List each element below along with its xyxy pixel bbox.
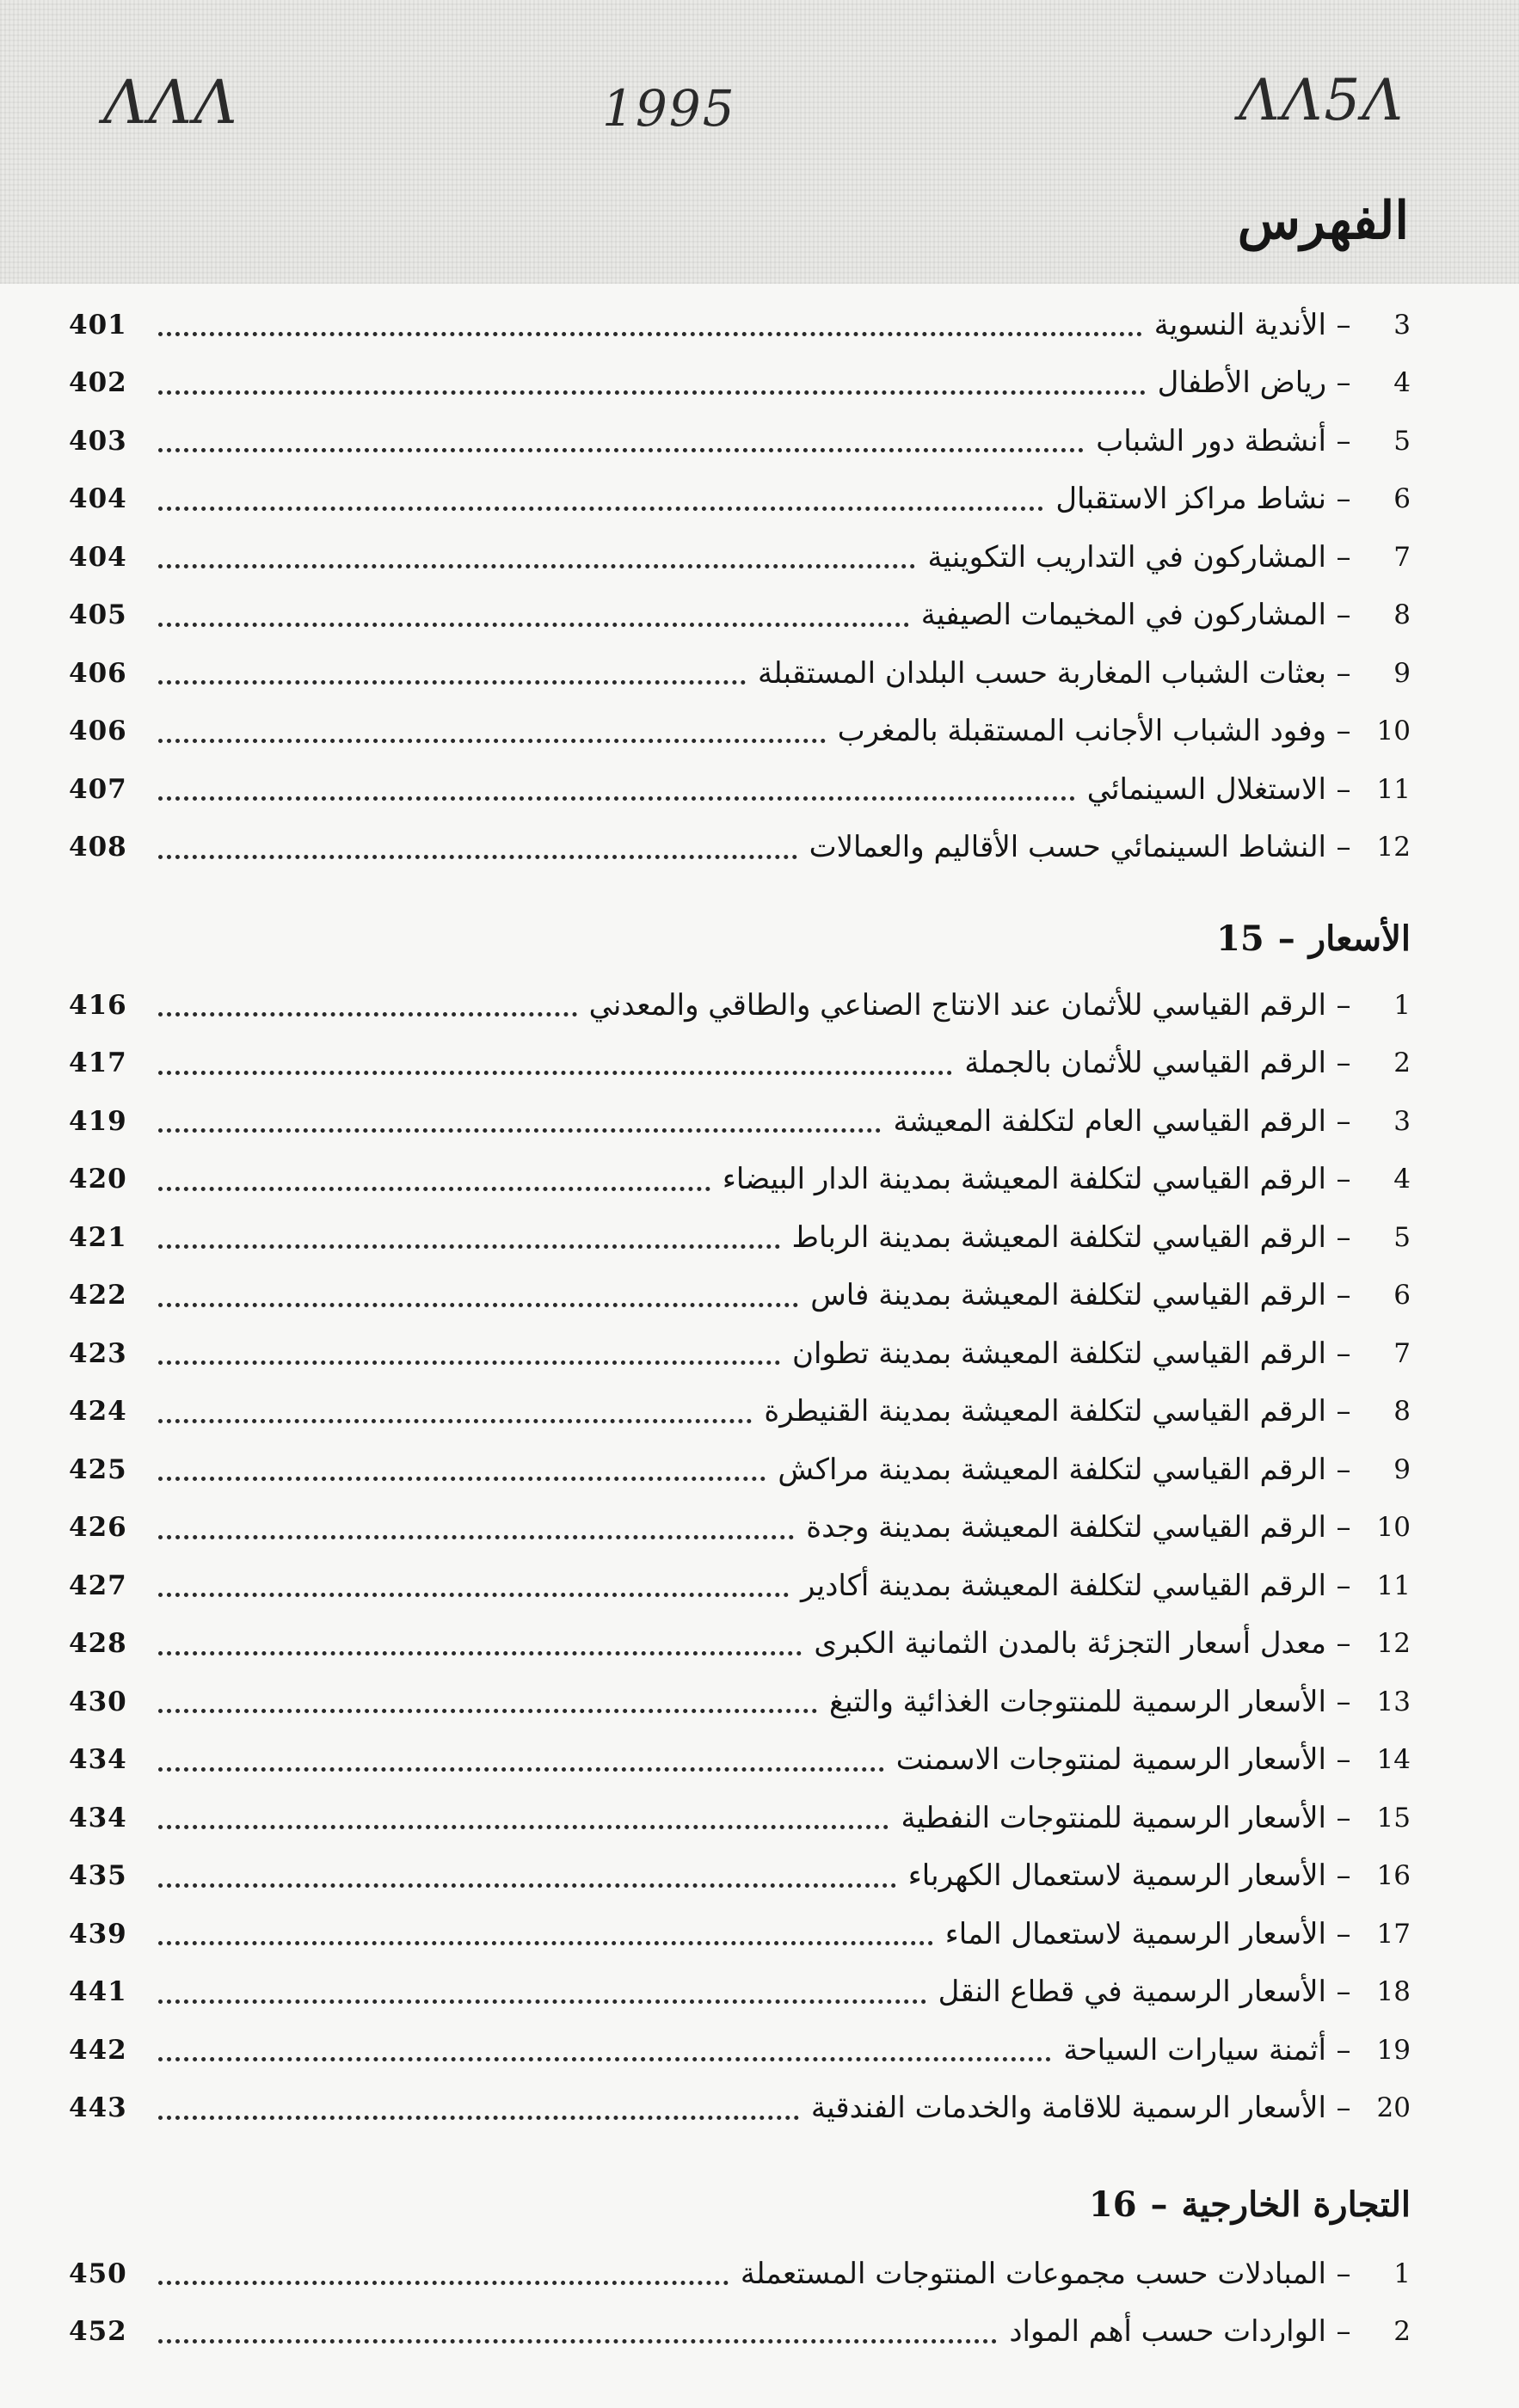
toc-entry-dash: – bbox=[1336, 987, 1351, 1023]
toc-entry-title: الرقم القياسي لتكلفة المعيشة بمدينة فاس bbox=[810, 1278, 1326, 1313]
handwritten-note-middle: 1995 bbox=[602, 79, 736, 138]
toc-entry-number: 10 bbox=[1376, 716, 1411, 747]
toc-entry-dash: – bbox=[1336, 655, 1351, 691]
toc-entry bbox=[69, 1963, 1411, 2022]
toc-entry-title: الرقم القياسي للأثمان بالجملة bbox=[964, 1046, 1326, 1081]
toc-entry bbox=[69, 1557, 1411, 1615]
toc-entry-dash: – bbox=[1336, 1975, 1351, 2010]
toc-entry-number: 12 bbox=[1376, 1628, 1411, 1660]
dot-leader bbox=[158, 1589, 789, 1597]
toc-entry-page: 416 bbox=[69, 989, 127, 1021]
section-title: التجارة الخارجية bbox=[1181, 2184, 1411, 2225]
dot-leader bbox=[158, 1648, 802, 1656]
toc-entry-title: المشاركون في المخيمات الصيفية bbox=[920, 598, 1326, 633]
section-dash: – bbox=[1277, 918, 1295, 959]
toc-entry-page: 430 bbox=[69, 1686, 127, 1717]
toc-entry-page: 420 bbox=[69, 1164, 127, 1195]
toc-entry-title: الرقم القياسي لتكلفة المعيشة بمدينة تطوان bbox=[792, 1336, 1326, 1371]
toc-entry-page: 402 bbox=[69, 367, 127, 399]
toc-entry-dash: – bbox=[1336, 2032, 1351, 2067]
toc-entry bbox=[69, 528, 1411, 587]
dot-leader bbox=[158, 1299, 798, 1307]
dot-leader bbox=[158, 1996, 926, 2004]
dot-leader bbox=[158, 2112, 799, 2120]
toc-entry-page: 434 bbox=[69, 1744, 127, 1776]
toc-entry-title: الأسعار الرسمية للمنتوجات الغذائية والتبغ bbox=[829, 1684, 1326, 1719]
toc-entry bbox=[69, 1035, 1411, 1093]
dot-leader bbox=[158, 735, 826, 743]
toc-entry-title: الرقم القياسي العام لتكلفة المعيشة bbox=[893, 1103, 1326, 1139]
toc-section-continued bbox=[69, 296, 1411, 876]
toc-entry-title: النشاط السينمائي حسب الأقاليم والعمالات bbox=[809, 830, 1326, 865]
toc-entry-title: الأسعار الرسمية لاستعمال الماء bbox=[944, 1916, 1326, 1951]
dot-leader bbox=[158, 1241, 780, 1249]
toc-entry-dash: – bbox=[1336, 539, 1351, 574]
toc-entry-page: 404 bbox=[69, 483, 127, 515]
dot-leader bbox=[158, 619, 909, 627]
toc-entry-page: 401 bbox=[69, 309, 127, 341]
toc-entry-page: 421 bbox=[69, 1221, 127, 1253]
toc-entry-title: الأسعار الرسمية لمنتوجات الاسمنت bbox=[895, 1742, 1326, 1778]
toc-entry-number: 20 bbox=[1376, 2092, 1411, 2124]
toc-entry-number: 5 bbox=[1393, 1221, 1411, 1253]
toc-entry-page: 439 bbox=[69, 1918, 127, 1950]
dot-leader bbox=[158, 851, 797, 859]
toc-entry-title: المبادلات حسب مجموعات المنتوجات المستعملة bbox=[740, 2256, 1326, 2291]
toc-entry-number: 11 bbox=[1376, 773, 1411, 805]
dot-leader bbox=[158, 1473, 766, 1481]
toc-entry-dash: – bbox=[1336, 830, 1351, 865]
toc-entry-page: 404 bbox=[69, 541, 127, 573]
toc-entry-dash: – bbox=[1336, 1684, 1351, 1719]
toc-entry-dash: – bbox=[1336, 2256, 1351, 2291]
toc-entry-dash: – bbox=[1336, 1394, 1351, 1429]
section-title: الأسعار bbox=[1308, 918, 1411, 959]
toc-entry-title: أنشطة دور الشباب bbox=[1096, 423, 1326, 458]
dot-leader bbox=[158, 1183, 710, 1191]
toc-entry-dash: – bbox=[1336, 1103, 1351, 1139]
toc-entry-dash: – bbox=[1336, 423, 1351, 458]
toc-entry-number: 18 bbox=[1376, 1976, 1411, 2008]
toc-entry-dash: – bbox=[1336, 1568, 1351, 1603]
toc-entry bbox=[69, 976, 1411, 1035]
toc-entry-dash: – bbox=[1336, 2314, 1351, 2350]
toc-entry-title: الأسعار الرسمية للمنتوجات النفطية bbox=[901, 1800, 1326, 1835]
toc-entry-dash: – bbox=[1336, 1278, 1351, 1313]
toc-entry-page: 408 bbox=[69, 832, 127, 863]
toc-entry-dash: – bbox=[1336, 366, 1351, 401]
dot-leader bbox=[158, 561, 915, 568]
toc-entry-dash: – bbox=[1336, 771, 1351, 807]
toc-entry-number: 1 bbox=[1393, 2258, 1411, 2289]
toc-entry-page: 407 bbox=[69, 773, 127, 805]
toc-entry-title: نشاط مراكز الاستقبال bbox=[1055, 482, 1326, 517]
toc-entry-number: 8 bbox=[1393, 599, 1411, 631]
toc-entry-dash: – bbox=[1336, 598, 1351, 633]
toc-entry bbox=[69, 412, 1411, 470]
toc-entry-title: بعثات الشباب المغاربة حسب البلدان المستقبلة bbox=[758, 655, 1326, 691]
toc-entry-page: 442 bbox=[69, 2034, 127, 2066]
toc-entry-title: الرقم القياسي لتكلفة المعيشة بمدينة أكادير bbox=[801, 1568, 1326, 1603]
dot-leader bbox=[158, 1705, 817, 1713]
toc-entry-number: 6 bbox=[1393, 483, 1411, 515]
section-number: 16 bbox=[1088, 2184, 1137, 2225]
toc-entry bbox=[69, 1267, 1411, 1325]
toc-entry-number: 4 bbox=[1393, 1164, 1411, 1195]
toc-entry-number: 12 bbox=[1376, 832, 1411, 863]
toc-entry-title: وفود الشباب الأجانب المستقبلة بالمغرب bbox=[837, 714, 1326, 749]
toc-entry-title: الرقم القياسي لتكلفة المعيشة بمدينة القنيطرة bbox=[764, 1394, 1326, 1429]
toc-entry-number: 8 bbox=[1393, 1396, 1411, 1428]
toc-entry-number: 3 bbox=[1393, 1105, 1411, 1137]
dot-leader bbox=[158, 1764, 884, 1772]
toc-entry bbox=[69, 1905, 1411, 1963]
toc-entry-title: أثمنة سيارات السياحة bbox=[1063, 2032, 1326, 2067]
toc-entry-title: الرقم القياسي لتكلفة المعيشة بمدينة وجدة bbox=[806, 1510, 1326, 1545]
dot-leader bbox=[158, 677, 746, 685]
toc-entry bbox=[69, 1324, 1411, 1383]
dot-leader bbox=[158, 445, 1084, 452]
toc-entry-page: 450 bbox=[69, 2258, 127, 2289]
dot-leader bbox=[158, 1009, 577, 1017]
toc-entry-page: 427 bbox=[69, 1570, 127, 1601]
toc-entry-dash: – bbox=[1336, 2091, 1351, 2126]
toc-entry-dash: – bbox=[1336, 1626, 1351, 1662]
toc-entry-dash: – bbox=[1336, 1046, 1351, 1081]
toc-entry-dash: – bbox=[1336, 482, 1351, 517]
toc-entry bbox=[69, 1731, 1411, 1790]
toc-entry-title: المشاركون في التداريب التكوينية bbox=[927, 539, 1326, 574]
handwritten-note-right: ΛΛ5Λ bbox=[1239, 67, 1405, 133]
toc-entry-title: الاستغلال السينمائي bbox=[1086, 771, 1326, 807]
toc-entry-number: 14 bbox=[1376, 1744, 1411, 1776]
toc-entry bbox=[69, 1208, 1411, 1267]
toc-entry-dash: – bbox=[1336, 1800, 1351, 1835]
toc-entry bbox=[69, 1499, 1411, 1557]
handwritten-note-left: ɅΛΛ bbox=[103, 67, 239, 138]
dot-leader bbox=[158, 1067, 952, 1075]
toc-entry-title: الأسعار الرسمية في قطاع النقل bbox=[938, 1975, 1326, 2010]
dot-leader bbox=[158, 1357, 780, 1365]
toc-entry-number: 2 bbox=[1393, 2316, 1411, 2348]
toc-entry-page: 424 bbox=[69, 1396, 127, 1428]
section-number: 15 bbox=[1216, 918, 1264, 959]
toc-entry-page: 428 bbox=[69, 1628, 127, 1660]
toc-entry bbox=[69, 1847, 1411, 1906]
section-heading-foreign-trade bbox=[1089, 2184, 1411, 2225]
toc-entry-page: 435 bbox=[69, 1860, 127, 1892]
toc-entry-page: 425 bbox=[69, 1453, 127, 1485]
toc-entry bbox=[69, 760, 1411, 819]
toc-entry-title: الرقم القياسي لتكلفة المعيشة بمدينة مراكش bbox=[778, 1452, 1326, 1487]
toc-entry-dash: – bbox=[1336, 1858, 1351, 1894]
toc-entry-title: معدل أسعار التجزئة بالمدن الثمانية الكبرى bbox=[814, 1626, 1326, 1662]
dot-leader bbox=[158, 1125, 881, 1133]
toc-entry-number: 6 bbox=[1393, 1280, 1411, 1312]
dot-leader bbox=[158, 1880, 896, 1888]
toc-entry bbox=[69, 1151, 1411, 1209]
section-heading-prices bbox=[1216, 918, 1411, 959]
toc-entry-dash: – bbox=[1336, 1916, 1351, 1951]
toc-entry-dash: – bbox=[1336, 1452, 1351, 1487]
toc-entry-dash: – bbox=[1336, 1510, 1351, 1545]
toc-entry-number: 7 bbox=[1393, 1337, 1411, 1369]
toc-section-foreign-trade bbox=[69, 2245, 1411, 2361]
toc-entry bbox=[69, 819, 1411, 877]
toc-entry-title: الواردات حسب أهم المواد bbox=[1009, 2314, 1326, 2350]
dot-leader bbox=[158, 1938, 933, 1945]
toc-entry bbox=[69, 2245, 1411, 2303]
toc-entry-number: 16 bbox=[1376, 1860, 1411, 1892]
toc-entry-title: الأندية النسوية bbox=[1153, 307, 1326, 342]
toc-entry-number: 2 bbox=[1393, 1047, 1411, 1079]
toc-entry bbox=[69, 354, 1411, 413]
dot-leader bbox=[158, 387, 1146, 395]
toc-entry-page: 403 bbox=[69, 425, 127, 457]
toc-entry-number: 10 bbox=[1376, 1512, 1411, 1544]
toc-entry-page: 417 bbox=[69, 1047, 127, 1079]
toc-entry bbox=[69, 1673, 1411, 1731]
toc-entry-page: 419 bbox=[69, 1105, 127, 1137]
toc-entry-title: الرقم القياسي لتكلفة المعيشة بمدينة الرباط bbox=[791, 1219, 1326, 1255]
toc-entry-page: 452 bbox=[69, 2316, 127, 2348]
page-title: الفهرس bbox=[1237, 191, 1409, 251]
toc-entry bbox=[69, 1383, 1411, 1441]
toc-entry-number: 5 bbox=[1393, 425, 1411, 457]
toc-entry-title: الرقم القياسي لتكلفة المعيشة بمدينة الدار البيضاء bbox=[722, 1162, 1326, 1197]
toc-entry bbox=[69, 587, 1411, 645]
toc-entry bbox=[69, 644, 1411, 703]
toc-entry-page: 426 bbox=[69, 1512, 127, 1544]
dot-leader bbox=[158, 2277, 729, 2285]
toc-entry-number: 15 bbox=[1376, 1802, 1411, 1834]
toc-entry-page: 434 bbox=[69, 1802, 127, 1834]
toc-entry bbox=[69, 1789, 1411, 1847]
dot-leader bbox=[158, 2054, 1051, 2061]
toc-entry-page: 405 bbox=[69, 599, 127, 631]
toc-entry-title: الرقم القياسي للأثمان عند الانتاج الصناعي والطاقي والمعدني bbox=[588, 987, 1326, 1023]
toc-entry-number: 3 bbox=[1393, 309, 1411, 341]
toc-entry bbox=[69, 2021, 1411, 2079]
toc-entry-page: 406 bbox=[69, 657, 127, 689]
toc-entry-number: 11 bbox=[1376, 1570, 1411, 1601]
toc-entry-number: 9 bbox=[1393, 657, 1411, 689]
toc-entry-number: 1 bbox=[1393, 989, 1411, 1021]
toc-entry bbox=[69, 296, 1411, 354]
dot-leader bbox=[158, 1532, 794, 1539]
toc-entry bbox=[69, 2303, 1411, 2362]
toc-entry-title: رياض الأطفال bbox=[1157, 366, 1326, 401]
dot-leader bbox=[158, 2336, 997, 2344]
toc-entry-page: 422 bbox=[69, 1280, 127, 1312]
toc-entry-number: 19 bbox=[1376, 2034, 1411, 2066]
toc-entry bbox=[69, 1092, 1411, 1151]
dot-leader bbox=[158, 1416, 752, 1423]
dot-leader bbox=[158, 503, 1043, 511]
toc-section-prices bbox=[69, 976, 1411, 2137]
toc-entry-dash: – bbox=[1336, 1219, 1351, 1255]
toc-entry-title: الأسعار الرسمية للاقامة والخدمات الفندقية bbox=[810, 2091, 1326, 2126]
toc-entry-dash: – bbox=[1336, 714, 1351, 749]
toc-entry-number: 7 bbox=[1393, 541, 1411, 573]
toc-entry bbox=[69, 470, 1411, 529]
toc-entry-page: 441 bbox=[69, 1976, 127, 2008]
toc-entry bbox=[69, 1440, 1411, 1499]
toc-entry-page: 406 bbox=[69, 716, 127, 747]
toc-entry-page: 423 bbox=[69, 1337, 127, 1369]
toc-entry bbox=[69, 1615, 1411, 1674]
toc-entry-dash: – bbox=[1336, 1162, 1351, 1197]
dot-leader bbox=[158, 329, 1142, 336]
section-dash: – bbox=[1150, 2184, 1168, 2225]
toc-entry-dash: – bbox=[1336, 307, 1351, 342]
toc-entry-title: الأسعار الرسمية لاستعمال الكهرباء bbox=[907, 1858, 1326, 1894]
toc-entry bbox=[69, 2079, 1411, 2138]
dot-leader bbox=[158, 1821, 889, 1829]
toc-entry-number: 9 bbox=[1393, 1453, 1411, 1485]
toc-entry-number: 13 bbox=[1376, 1686, 1411, 1717]
dot-leader bbox=[158, 793, 1075, 801]
toc-entry-dash: – bbox=[1336, 1742, 1351, 1778]
toc-entry-page: 443 bbox=[69, 2092, 127, 2124]
toc-entry-dash: – bbox=[1336, 1336, 1351, 1371]
toc-entry-number: 17 bbox=[1376, 1918, 1411, 1950]
toc-entry-number: 4 bbox=[1393, 367, 1411, 399]
toc-entry bbox=[69, 703, 1411, 761]
